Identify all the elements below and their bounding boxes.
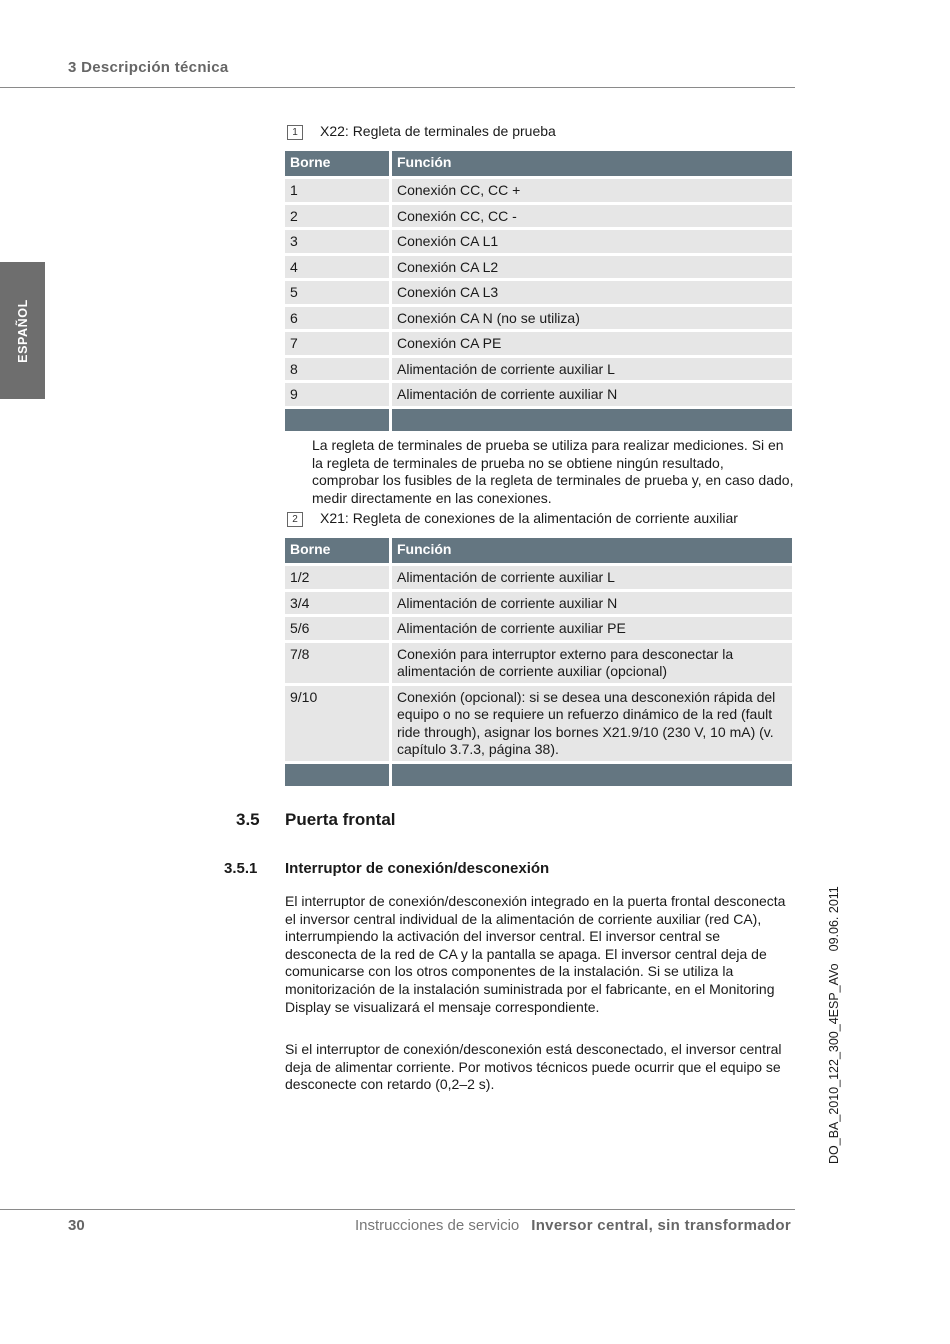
table-row (285, 256, 792, 279)
footer-cell (285, 409, 389, 431)
footer-doc-type: Instrucciones de servicio (355, 1217, 520, 1234)
terminal-cell: 1/2 (285, 566, 389, 589)
terminal-cell: 2 (285, 205, 389, 228)
terminal-cell: 5/6 (285, 617, 389, 640)
function-cell: Conexión para interruptor externo para desconectar la alimentación de corriente auxiliar (opcional) (392, 643, 792, 683)
section-title: Puerta frontal (285, 810, 396, 829)
table-row (285, 307, 792, 330)
document-id (827, 886, 841, 1164)
terminal-cell: 7/8 (285, 643, 389, 683)
section-number: 3.5 (236, 810, 260, 829)
figure2-caption (287, 510, 738, 527)
terminal-cell: 1 (285, 179, 389, 202)
footer-product: Inversor central, sin transformador (531, 1217, 791, 1234)
terminal-cell: 3/4 (285, 592, 389, 615)
function-cell: Alimentación de corriente auxiliar L (392, 358, 792, 381)
function-cell: Alimentación de corriente auxiliar N (392, 383, 792, 406)
table-row (285, 205, 792, 228)
table-header-row (285, 538, 792, 563)
function-cell: Conexión CA L1 (392, 230, 792, 253)
language-tab-label: ESPAÑOL (15, 298, 30, 363)
table-row (285, 358, 792, 381)
table-footer-row (285, 764, 792, 786)
subsection-number: 3.5.1 (224, 860, 258, 877)
terminal-cell: 9 (285, 383, 389, 406)
figure1-caption (287, 123, 556, 140)
table-row (285, 332, 792, 355)
table-header-row (285, 151, 792, 176)
footer-divider (0, 1209, 795, 1210)
terminal-cell: 4 (285, 256, 389, 279)
terminal-cell: 3 (285, 230, 389, 253)
section-header-title: 3 Descripción técnica (68, 59, 229, 76)
table-row (285, 179, 792, 202)
column-header-funcion: Función (392, 151, 792, 176)
table-row (285, 230, 792, 253)
figure2-caption-text: X21: Regleta de conexiones de la alimentación de corriente auxiliar (320, 510, 738, 526)
figure2-number: 2 (287, 512, 303, 527)
document-code: DO_BA_2010_122_300_4ESP_AVo (827, 963, 841, 1164)
footer-title (355, 1217, 791, 1234)
test-strip-note: La regleta de terminales de prueba se utiliza para realizar mediciones. Si en la regleta de terminales de prueba no se obtiene ningún resultado, comprobar los fusibles de la regleta de terminales de prueba y, en caso dado, medir directamente en las conexiones. (312, 437, 794, 506)
table-row (285, 281, 792, 304)
table-row (285, 592, 792, 615)
footer-cell (392, 764, 792, 786)
x22-terminal-table (282, 148, 795, 434)
document-date: 09.06. 2011 (827, 886, 841, 952)
body-paragraph: Si el interruptor de conexión/desconexión está desconectado, el inversor central deja de alimentar corriente. Por motivos técnicos puede ocurrir que el equipo se desconecte con retardo (0,2–2 s). (285, 1041, 782, 1093)
figure1-number: 1 (287, 125, 303, 140)
header-divider (0, 87, 795, 88)
function-cell: Conexión CA N (no se utiliza) (392, 307, 792, 330)
figure1-caption-text: X22: Regleta de terminales de prueba (320, 123, 556, 139)
table-row (285, 617, 792, 640)
footer-cell (392, 409, 792, 431)
column-header-borne: Borne (285, 151, 389, 176)
terminal-cell: 7 (285, 332, 389, 355)
table-row (285, 383, 792, 406)
table-row (285, 566, 792, 589)
function-cell: Conexión CA L2 (392, 256, 792, 279)
function-cell: Conexión CC, CC + (392, 179, 792, 202)
terminal-cell: 8 (285, 358, 389, 381)
footer-cell (285, 764, 389, 786)
column-header-funcion: Función (392, 538, 792, 563)
table-row (285, 686, 792, 761)
function-cell: Conexión (opcional): si se desea una desconexión rápida del equipo o no se requiere un refuerzo dinámico de la red (fault ride through), asignar los bornes X21.9/10 (230 V, 10 mA) (v. capítulo 3.7.3, página 38). (392, 686, 792, 761)
terminal-cell: 5 (285, 281, 389, 304)
table-row (285, 643, 792, 683)
terminal-cell: 6 (285, 307, 389, 330)
page-number: 30 (68, 1217, 85, 1234)
table-footer-row (285, 409, 792, 431)
body-paragraph: El interruptor de conexión/desconexión integrado en la puerta frontal desconecta el inversor central individual de la alimentación de corriente auxiliar (red CA), interrumpiendo la activación del inversor central. El inversor central se desconecta de la red de CA y la pantalla se apaga. El inversor central deja de comunicarse con los otros componentes de la instalación. Si se utiliza la monitorización de la instalación suministrada por el fabricante, en el Monitoring Display se visualizará el mensaje correspondiente. (285, 893, 786, 1015)
function-cell: Conexión CA PE (392, 332, 792, 355)
subsection-title: Interruptor de conexión/desconexión (285, 860, 550, 877)
language-tab (0, 262, 45, 399)
function-cell: Alimentación de corriente auxiliar PE (392, 617, 792, 640)
x21-terminal-table (282, 535, 795, 789)
function-cell: Conexión CA L3 (392, 281, 792, 304)
column-header-borne: Borne (285, 538, 389, 563)
terminal-cell: 9/10 (285, 686, 389, 761)
function-cell: Conexión CC, CC - (392, 205, 792, 228)
function-cell: Alimentación de corriente auxiliar N (392, 592, 792, 615)
function-cell: Alimentación de corriente auxiliar L (392, 566, 792, 589)
